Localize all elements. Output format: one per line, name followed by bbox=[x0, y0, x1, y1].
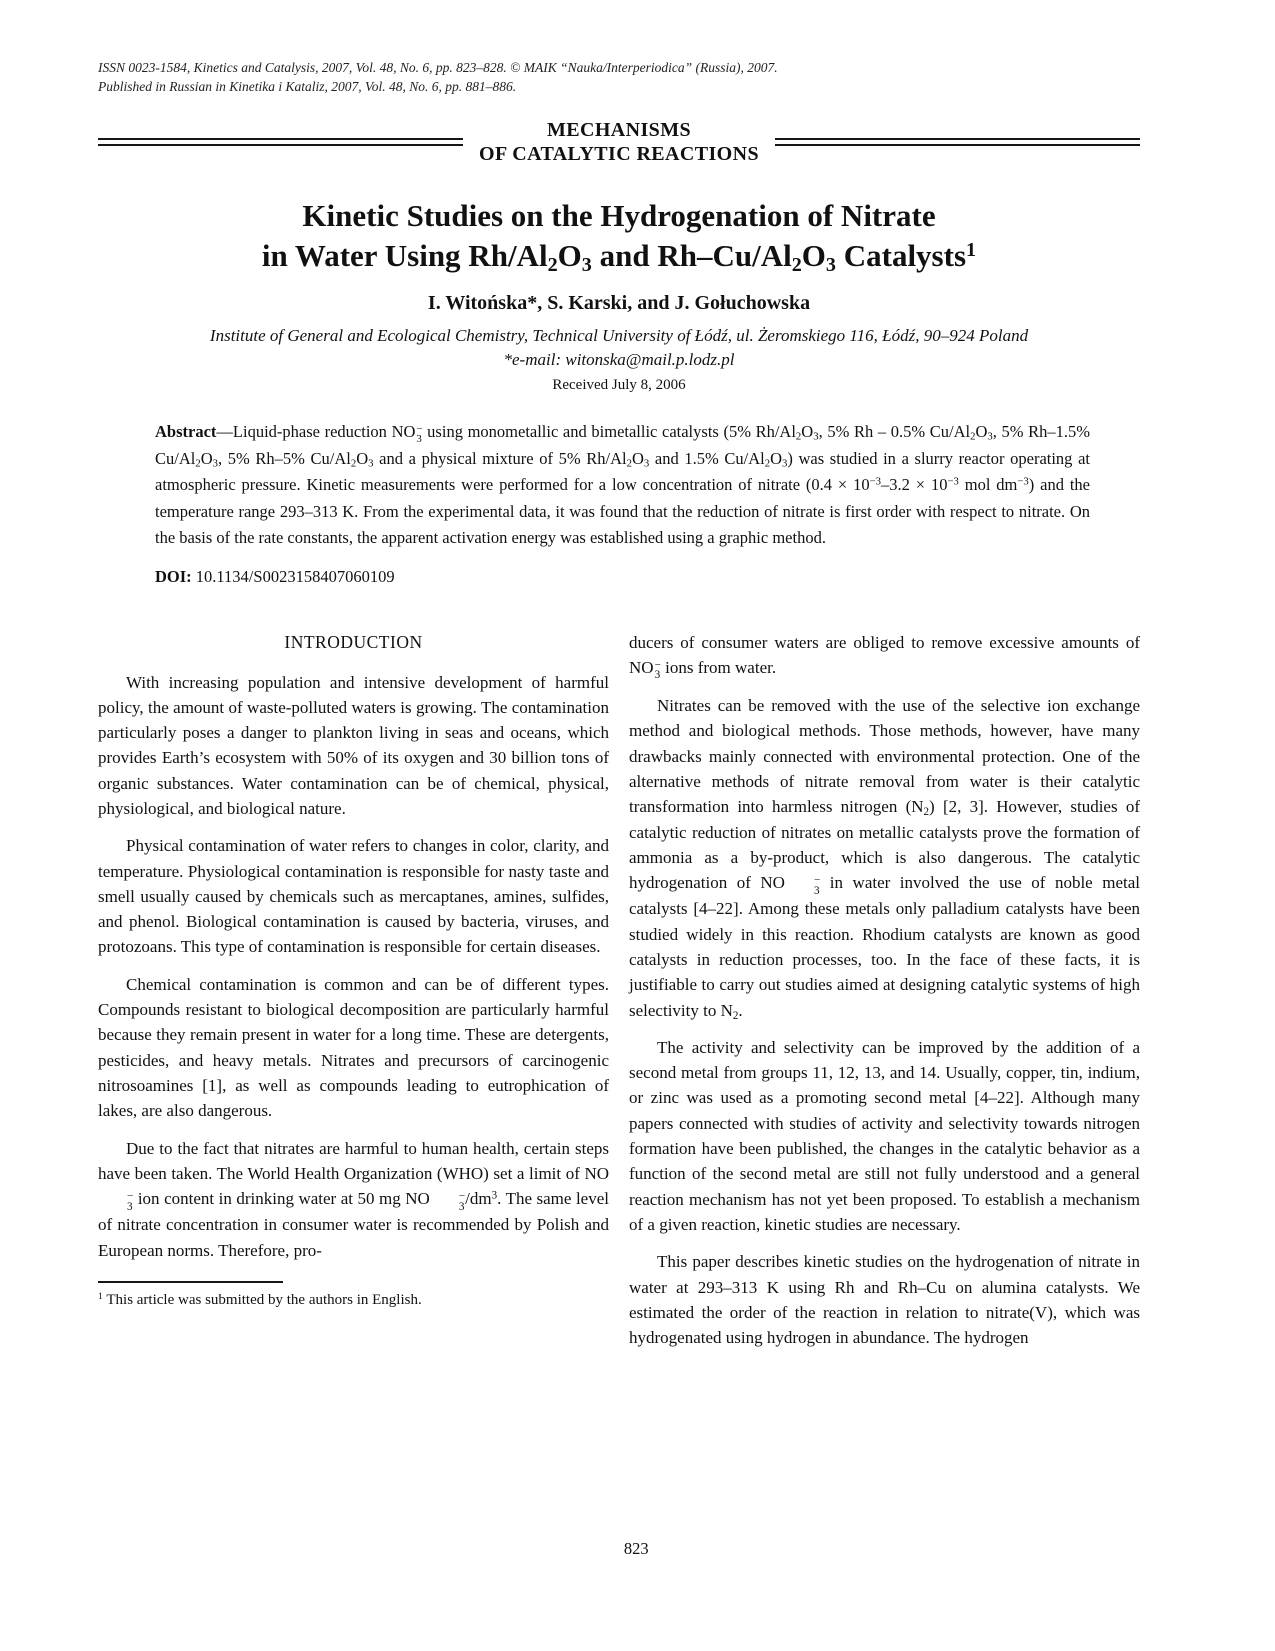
email-line: *e-mail: witonska@mail.p.lodz.pl bbox=[503, 350, 735, 369]
section-banner-line1: MECHANISMS bbox=[546, 119, 691, 141]
section-banner-line2: OF CATALYTIC REACTIONS bbox=[479, 143, 759, 165]
body-paragraph: With increasing population and intensive development of harmful policy, the amount of waste-polluted waters is growing. The contamination particularly poses a danger to plankton living in seas and oceans, which provides Earth’s ecosystem with 50% of its oxygen and 30 billion tons of organic substances. Water contamination can be of chemical, physical, physiological, and biological nature. bbox=[98, 672, 609, 818]
section-banner bbox=[98, 118, 1140, 166]
right-column-paragraphs bbox=[629, 630, 1140, 1351]
body-paragraph: The activity and selectivity can be improved by the addition of a second metal from groups 11, 12, 13, and 14. Usually, copper, tin, indium, or zinc was used as a promoting second metal [4–22]. Although many papers connected with studies of activity and selectivity towards nitrogen formation have been published, the changes in the catalytic behavior as a function of the second metal are still not fully understood and a general reaction mechanism has not yet been proposed. To establish a mechanism of a given reaction, kinetic studies are necessary. bbox=[629, 1037, 1140, 1234]
footnote bbox=[98, 1281, 609, 1310]
body-paragraph: Chemical contamination is common and can be of different types. Compounds resistant to biological decomposition are particularly harmful because they remain present in water for a long time. These are detergents, pesticides, and heavy metals. Nitrates and precursors of carcinogenic nitrosoamines [1], as well as compounds leading to eutrophication of lakes, are also dangerous. bbox=[98, 974, 609, 1121]
article-title-line2: in Water Using $Rh/Al_2O_3$ and $Rh-Cu/Al_2O_3$ Catalysts$^1$ bbox=[261, 238, 977, 277]
banner-rule-left bbox=[98, 138, 463, 146]
issn-line: ISSN 0023-1584, Kinetics and Catalysis, 2007, Vol. 48, No. 6, pp. 823–828. © MAIK “Nauka/Interperiodica” (Russia), 2007. bbox=[98, 60, 778, 75]
published-line: Published in Russian in Kinetika i Kataliz, 2007, Vol. 48, No. 6, pp. 881–886. bbox=[98, 79, 517, 94]
body-columns bbox=[98, 630, 1140, 1363]
nitrate-ion-formula: NO − 3 bbox=[127, 1163, 609, 1213]
doi-line bbox=[155, 566, 1090, 588]
abstract bbox=[155, 419, 1090, 552]
affiliation: Institute of General and Ecological Chemistry, Technical University of Łódź, ul. Żeromskiego 116, Łódź, 90–924 Poland bbox=[209, 326, 1029, 345]
left-column bbox=[98, 630, 609, 1363]
authors: I. Witońska*, S. Karski, and J. Gołuchowska bbox=[427, 292, 811, 314]
body-paragraph: Physical contamination of water refers to changes in color, clarity, and temperature. Physiological contamination is responsible for nasty taste and smell usually caused by chemicals such as mercaptanes, amines, sulfides, and phenol. Biological contamination is caused by bacteria, viruses, and protozoans. This type of contamination is responsible for certain diseases. bbox=[98, 836, 609, 957]
article-title bbox=[98, 196, 1140, 276]
abstract-text: —Liquid-phase reduction NO − 3 using monometallic and bimetallic catalysts (5% $Rh/Al_2O_3$, 5% Rh – 0.5% $Cu/Al_2O_3$, 5% Rh–1.5% $Cu/Al_2O_3$, 5% Rh–5% $Cu/Al_2O_3$ and a physical mixture of 5% $Rh/Al_2O_3$ and 1.5% $Cu/Al_2O_3$) was studied in a slurry reactor operating at atmospheric pressure. Kinetic measurements were performed for a low concentration of nitrate ($0.4 \times 10^{-3}-3.2 \times 10^{-3}$ mol $dm^{-3}$) and the temperature range 293–313 K. From the experimental data, it was found that the reduction of nitrate is first order with respect to nitrate. On the basis of the rate constants, the apparent activation energy was established using a graphic method. bbox=[155, 422, 1090, 547]
received-date: Received July 8, 2006 bbox=[552, 377, 686, 393]
doi-label: DOI: bbox=[155, 566, 192, 586]
body-paragraph: This paper describes kinetic studies on the hydrogenation of nitrate in water at 293–313 K using Rh and Rh–Cu on alumina catalysts. We estimated the order of the reaction in relation to nitrate(V), which was hydrogenated using hydrogen in abundance. The hydrogen bbox=[629, 1252, 1140, 1348]
nitrate-ion-formula: NO − 3 bbox=[405, 1189, 466, 1213]
footnote-rule bbox=[98, 1281, 283, 1283]
body-paragraph: Due to the fact that nitrates are harmful to human health, certain steps have been taken. The World Health Organization (WHO) set a limit of NO − 3 ion content in drinking water at 50 mg NO − 3 $/dm^3$. The same level of nitrate concentration in consumer water is recommended by Polish and European norms. Therefore, pro- bbox=[98, 1138, 609, 1260]
abstract-label: Abstract bbox=[155, 422, 217, 441]
body-paragraph: Nitrates can be removed with the use of the selective ion exchange method and biological methods. Those methods, however, have many drawbacks mainly connected with environmental protection. One of the alternative methods of nitrate removal from water is their catalytic transformation into harmless nitrogen $(N_2)$ [2, 3]. However, studies of catalytic reduction of nitrates on metallic catalysts prove the formation of ammonia as a by-product, which is also dangerous. The catalytic hydrogenation of NO − 3 in water involved the use of noble metal catalysts [4–22]. Among these metals only palladium catalysts have been studied widely in this reaction. Rhodium catalysts are known as good catalysts in reduction processes, too. In the face of these facts, it is justifiable to carry out studies aimed at designing catalytic systems of high selectivity to $N_2$. bbox=[629, 696, 1140, 1022]
running-head bbox=[98, 58, 1140, 96]
nitrate-ion-formula: NO − 3 bbox=[629, 657, 661, 682]
left-column-paragraphs bbox=[98, 670, 609, 1264]
introduction-heading: INTRODUCTION bbox=[284, 631, 423, 652]
right-column bbox=[629, 630, 1140, 1363]
nitrate-ion-formula: NO − 3 bbox=[391, 422, 423, 446]
footnote-marker: 1 bbox=[98, 1291, 103, 1303]
section-banner-text bbox=[463, 118, 775, 166]
doi-value: 10.1134/S0023158407060109 bbox=[195, 566, 395, 586]
footnote-text: This article was submitted by the authors in English. bbox=[106, 1292, 422, 1308]
article-title-line1: Kinetic Studies on the Hydrogenation of Nitrate bbox=[302, 198, 936, 233]
body-paragraph: ducers of consumer waters are obliged to remove excessive amounts of NO − 3 ions from water. bbox=[629, 632, 1140, 682]
page-number: 823 bbox=[623, 1539, 649, 1558]
banner-rule-right bbox=[775, 138, 1140, 146]
nitrate-ion-formula: NO − 3 bbox=[760, 873, 821, 897]
